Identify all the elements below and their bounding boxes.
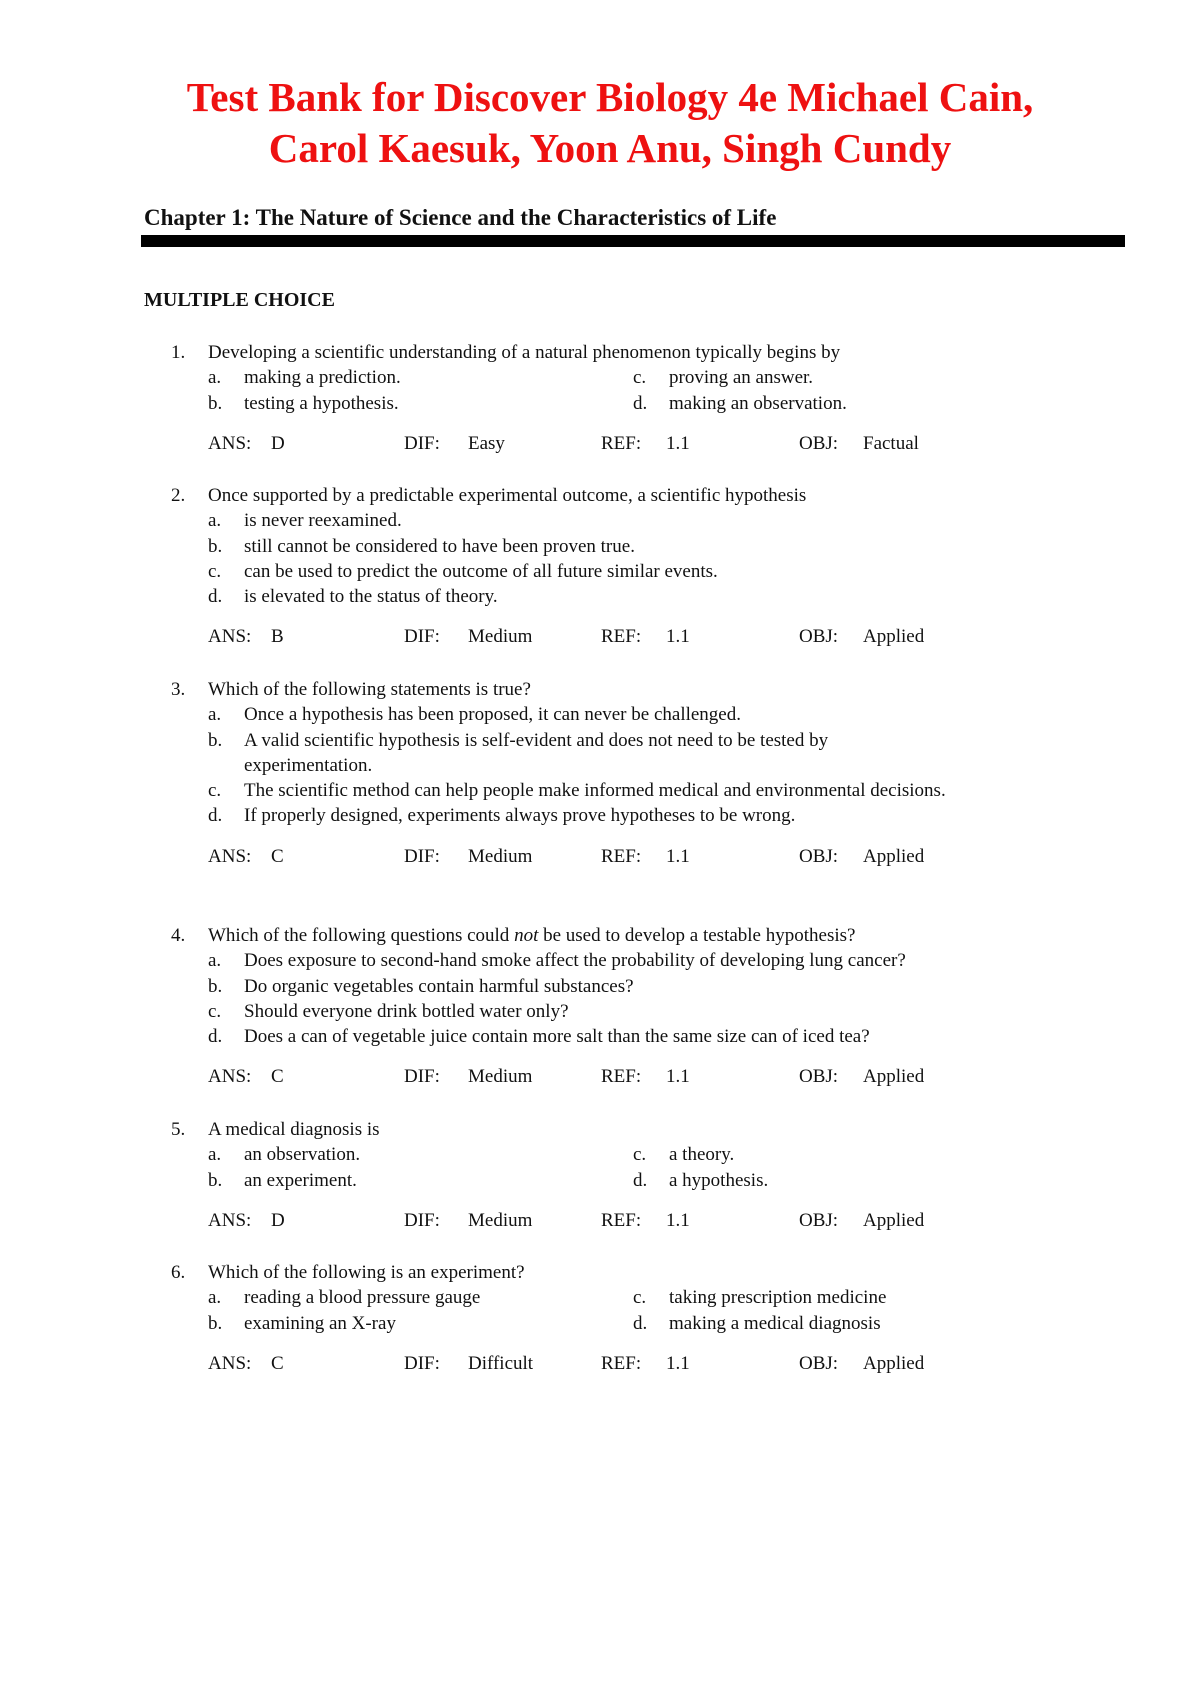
option-item [0,1024,1074,1049]
option-letter: c. [633,1144,647,1166]
question-number: 6. [171,1262,186,1283]
obj-value: Applied [863,1209,925,1231]
option-letter: a. [208,704,222,726]
ans-label: ANS: [208,1352,252,1374]
option-item [0,559,1024,584]
dif-value: Difficult [468,1352,534,1374]
question-5 [0,1117,1191,1234]
ans-value: D [271,432,285,454]
ref-value: 1.1 [666,432,690,454]
option-item [0,803,1024,828]
option-text: proving an answer. [669,367,814,389]
option-text: taking prescription medicine [669,1287,887,1309]
question-stem-row [0,340,1191,365]
ref-value: 1.1 [666,1066,690,1088]
option-letter: a. [208,367,222,389]
ref-label: REF: [601,1352,642,1374]
question-4 [0,923,1191,1090]
option-letter: d. [208,805,223,827]
ref-label: REF: [601,1209,642,1231]
option-text: Does a can of vegetable juice contain more salt than the same size can of iced tea? [244,1026,870,1048]
ans-value: C [271,845,284,867]
option-text: Should everyone drink bottled water only? [244,1000,569,1022]
option-letter: a. [208,1144,222,1166]
question-number: 4. [171,925,186,946]
option-letter: c. [633,1287,647,1309]
answer-metadata [0,1351,1191,1377]
question-stem: Which of the following statements is true? [208,679,531,700]
ans-value: C [271,1066,284,1088]
option-letter: b. [208,729,223,751]
answer-metadata [0,624,1191,650]
option-letter: b. [208,535,223,557]
obj-label: OBJ: [799,1209,839,1231]
ref-label: REF: [601,626,642,648]
option-row [0,1311,1191,1336]
option-text: Do organic vegetables contain harmful substances? [244,975,634,997]
question-number: 1. [171,342,186,363]
option-text: Does exposure to second-hand smoke affect the probability of developing lung cancer? [244,950,906,972]
chapter-heading: Chapter 1: The Nature of Science and the Characteristics of Life [144,205,777,230]
dif-value: Medium [468,845,533,867]
option-row [0,391,1191,416]
dif-label: DIF: [404,845,440,867]
question-stem-part: Which of the following questions could [208,925,515,946]
question-6 [0,1260,1191,1377]
section-heading: MULTIPLE CHOICE [144,289,335,311]
option-text: making a prediction. [244,367,401,389]
answer-metadata [0,1208,1191,1234]
option-letter: a. [208,1287,222,1309]
option-item [0,974,1024,999]
question-stem-row [0,1117,1191,1142]
obj-label: OBJ: [799,626,839,648]
dif-label: DIF: [404,1066,440,1088]
option-row [0,1142,1191,1167]
ans-label: ANS: [208,626,252,648]
option-text: making an observation. [669,392,847,414]
ref-value: 1.1 [666,845,690,867]
dif-value: Medium [468,626,533,648]
dif-label: DIF: [404,626,440,648]
ref-value: 1.1 [666,1352,690,1374]
question-stem: Once supported by a predictable experimental outcome, a scientific hypothesis [208,485,807,506]
dif-value: Easy [468,432,505,454]
ans-label: ANS: [208,1066,252,1088]
chapter-divider [141,235,1125,247]
ans-label: ANS: [208,1209,252,1231]
option-letter: b. [208,392,223,414]
option-item [0,584,1024,609]
obj-value: Applied [863,1066,925,1088]
option-letter: b. [208,1169,223,1191]
obj-value: Factual [863,432,919,454]
option-letter: d. [633,1312,648,1334]
option-text: a theory. [669,1144,735,1166]
option-item [0,534,1024,559]
obj-label: OBJ: [799,845,839,867]
option-text: If properly designed, experiments always prove hypotheses to be wrong. [244,805,796,827]
ref-label: REF: [601,432,642,454]
dif-label: DIF: [404,432,440,454]
ref-label: REF: [601,845,642,867]
option-text: is elevated to the status of theory. [244,586,498,608]
option-row [0,1285,1191,1310]
option-letter: b. [208,975,223,997]
ref-value: 1.1 [666,1209,690,1231]
dif-label: DIF: [404,1352,440,1374]
answer-metadata [0,1064,1191,1090]
option-letter: d. [208,586,223,608]
option-item [0,948,1074,973]
option-text: examining an X-ray [244,1312,396,1334]
obj-value: Applied [863,845,925,867]
ans-label: ANS: [208,432,252,454]
question-stem [208,923,855,948]
option-letter: d. [633,392,648,414]
option-item [0,999,1024,1024]
title-line-1: Test Bank for Discover Biology 4e Michael Cain, [186,74,1034,120]
option-item [0,702,1024,727]
ref-value: 1.1 [666,626,690,648]
question-stem: A medical diagnosis is [208,1119,380,1140]
option-row [0,1168,1191,1193]
option-text: can be used to predict the outcome of all future similar events. [244,560,718,582]
option-letter: c. [633,367,647,389]
option-letter: c. [208,560,222,582]
option-item [0,508,1024,533]
dif-value: Medium [468,1209,533,1231]
obj-value: Applied [863,1352,925,1374]
question-stem: Which of the following is an experiment? [208,1262,525,1283]
question-stem-part: be used to develop a testable hypothesis? [538,925,856,946]
option-text: is never reexamined. [244,510,402,532]
option-text: testing a hypothesis. [244,392,399,414]
option-letter: a. [208,510,222,532]
answer-metadata [0,431,1191,457]
question-number: 5. [171,1119,186,1140]
option-text: The scientific method can help people make informed medical and environmental decisions. [244,780,946,802]
option-text: making a medical diagnosis [669,1312,881,1334]
question-3 [0,677,1191,870]
question-number: 2. [171,485,186,506]
question-2 [0,483,1191,650]
option-text: Once a hypothesis has been proposed, it can never be challenged. [244,704,741,726]
option-text: A valid scientific hypothesis is self-evident and does not need to be tested by experimentation. [244,729,829,776]
question-stem-emphasis: not [514,925,539,946]
question-stem-row [0,483,1191,508]
question-stem-row [0,677,1191,702]
option-text: still cannot be considered to have been proven true. [244,535,635,557]
option-letter: b. [208,1312,223,1334]
obj-label: OBJ: [799,1066,839,1088]
ans-label: ANS: [208,845,252,867]
question-number: 3. [171,679,186,700]
answer-metadata [0,844,1191,870]
question-stem: Developing a scientific understanding of a natural phenomenon typically begins by [208,342,841,363]
option-row [0,365,1191,390]
question-stem-row [0,923,1191,948]
obj-value: Applied [863,626,925,648]
title-line-2: Carol Kaesuk, Yoon Anu, Singh Cundy [268,125,952,171]
option-item [0,728,949,779]
option-letter: a. [208,950,222,972]
option-text: an experiment. [244,1169,357,1191]
option-item [0,778,989,803]
option-letter: d. [633,1169,648,1191]
option-text: a hypothesis. [669,1169,769,1191]
ref-label: REF: [601,1066,642,1088]
document-title [120,72,1100,174]
question-stem-row [0,1260,1191,1285]
ans-value: D [271,1209,285,1231]
dif-label: DIF: [404,1209,440,1231]
ans-value: B [271,626,284,648]
option-text: an observation. [244,1144,361,1166]
option-letter: c. [208,780,222,802]
option-letter: d. [208,1026,223,1048]
obj-label: OBJ: [799,432,839,454]
dif-value: Medium [468,1066,533,1088]
obj-label: OBJ: [799,1352,839,1374]
option-text: reading a blood pressure gauge [244,1287,481,1309]
question-1 [0,340,1191,457]
option-letter: c. [208,1000,222,1022]
ans-value: C [271,1352,284,1374]
